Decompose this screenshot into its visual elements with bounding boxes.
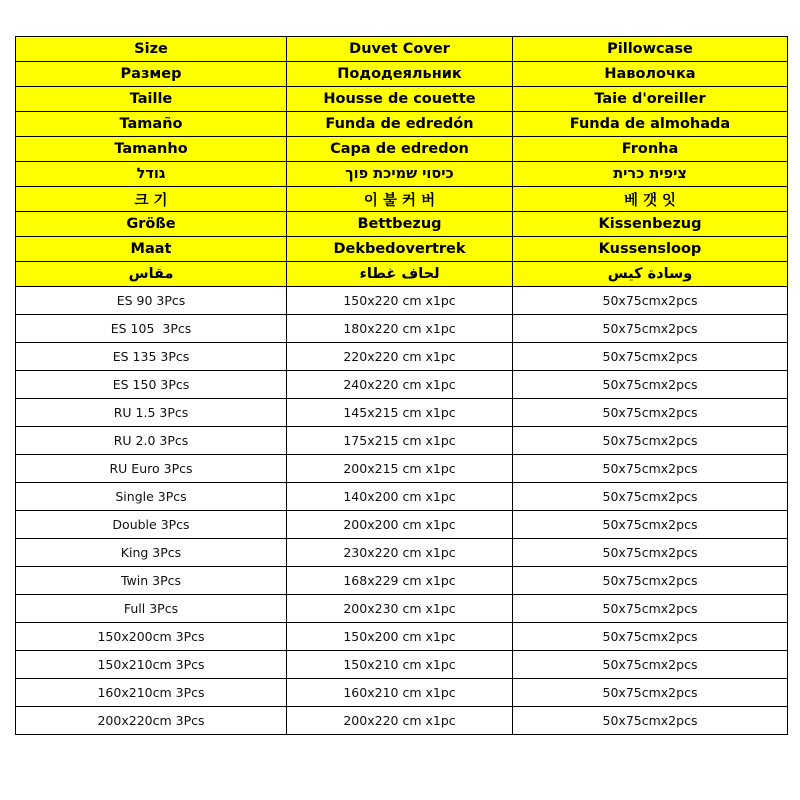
header-cell-size: Size bbox=[16, 37, 287, 62]
pillowcase-cell: 50x75cmx2pcs bbox=[513, 427, 788, 455]
header-cell-duvet-cover: Capa de edredon bbox=[287, 137, 513, 162]
duvet-cover-cell: 240x220 cm x1pc bbox=[287, 371, 513, 399]
header-cell-duvet-cover: 이 불 커 버 bbox=[287, 187, 513, 212]
size-cell: RU 1.5 3Pcs bbox=[16, 399, 287, 427]
pillowcase-cell: 50x75cmx2pcs bbox=[513, 679, 788, 707]
size-cell: Twin 3Pcs bbox=[16, 567, 287, 595]
header-cell-pillowcase: Наволочка bbox=[513, 62, 788, 87]
header-cell-size: 크 기 bbox=[16, 187, 287, 212]
header-row bbox=[16, 262, 788, 287]
table-row bbox=[16, 595, 788, 623]
size-cell: ES 150 3Pcs bbox=[16, 371, 287, 399]
header-row bbox=[16, 162, 788, 187]
table-row bbox=[16, 287, 788, 315]
header-row bbox=[16, 87, 788, 112]
pillowcase-cell: 50x75cmx2pcs bbox=[513, 315, 788, 343]
size-cell: King 3Pcs bbox=[16, 539, 287, 567]
header-row bbox=[16, 37, 788, 62]
size-chart-body bbox=[16, 37, 788, 735]
header-cell-duvet-cover: لحاف غطاء bbox=[287, 262, 513, 287]
header-row bbox=[16, 237, 788, 262]
header-cell-size: Tamanho bbox=[16, 137, 287, 162]
header-cell-size: Größe bbox=[16, 212, 287, 237]
header-cell-pillowcase: ציפית כרית bbox=[513, 162, 788, 187]
size-cell: ES 105 3Pcs bbox=[16, 315, 287, 343]
table-row bbox=[16, 623, 788, 651]
header-cell-pillowcase: Funda de almohada bbox=[513, 112, 788, 137]
header-cell-duvet-cover: Bettbezug bbox=[287, 212, 513, 237]
header-cell-pillowcase: Taie d'oreiller bbox=[513, 87, 788, 112]
header-row bbox=[16, 187, 788, 212]
header-cell-duvet-cover: Duvet Cover bbox=[287, 37, 513, 62]
header-cell-size: Taille bbox=[16, 87, 287, 112]
header-row bbox=[16, 112, 788, 137]
pillowcase-cell: 50x75cmx2pcs bbox=[513, 707, 788, 735]
header-cell-size: Размер bbox=[16, 62, 287, 87]
pillowcase-cell: 50x75cmx2pcs bbox=[513, 483, 788, 511]
size-cell: Single 3Pcs bbox=[16, 483, 287, 511]
header-cell-duvet-cover: Пододеяльник bbox=[287, 62, 513, 87]
header-cell-pillowcase: Pillowcase bbox=[513, 37, 788, 62]
pillowcase-cell: 50x75cmx2pcs bbox=[513, 343, 788, 371]
duvet-cover-cell: 220x220 cm x1pc bbox=[287, 343, 513, 371]
table-row bbox=[16, 707, 788, 735]
pillowcase-cell: 50x75cmx2pcs bbox=[513, 455, 788, 483]
header-row bbox=[16, 212, 788, 237]
header-cell-size: Tamaño bbox=[16, 112, 287, 137]
pillowcase-cell: 50x75cmx2pcs bbox=[513, 511, 788, 539]
header-cell-size: גודל bbox=[16, 162, 287, 187]
table-row bbox=[16, 455, 788, 483]
table-row bbox=[16, 511, 788, 539]
duvet-cover-cell: 145x215 cm x1pc bbox=[287, 399, 513, 427]
table-row bbox=[16, 315, 788, 343]
duvet-cover-cell: 150x200 cm x1pc bbox=[287, 623, 513, 651]
duvet-cover-cell: 150x210 cm x1pc bbox=[287, 651, 513, 679]
duvet-cover-cell: 160x210 cm x1pc bbox=[287, 679, 513, 707]
size-cell: Full 3Pcs bbox=[16, 595, 287, 623]
pillowcase-cell: 50x75cmx2pcs bbox=[513, 623, 788, 651]
table-row bbox=[16, 567, 788, 595]
pillowcase-cell: 50x75cmx2pcs bbox=[513, 539, 788, 567]
table-row bbox=[16, 651, 788, 679]
pillowcase-cell: 50x75cmx2pcs bbox=[513, 399, 788, 427]
duvet-cover-cell: 200x215 cm x1pc bbox=[287, 455, 513, 483]
duvet-cover-cell: 175x215 cm x1pc bbox=[287, 427, 513, 455]
size-cell: ES 90 3Pcs bbox=[16, 287, 287, 315]
pillowcase-cell: 50x75cmx2pcs bbox=[513, 371, 788, 399]
size-cell: 150x210cm 3Pcs bbox=[16, 651, 287, 679]
header-cell-duvet-cover: Dekbedovertrek bbox=[287, 237, 513, 262]
size-cell: RU Euro 3Pcs bbox=[16, 455, 287, 483]
header-cell-duvet-cover: Housse de couette bbox=[287, 87, 513, 112]
size-cell: RU 2.0 3Pcs bbox=[16, 427, 287, 455]
header-cell-duvet-cover: כיסוי שמיכת פוך bbox=[287, 162, 513, 187]
table-row bbox=[16, 539, 788, 567]
header-cell-pillowcase: 베 갯 잇 bbox=[513, 187, 788, 212]
pillowcase-cell: 50x75cmx2pcs bbox=[513, 567, 788, 595]
header-cell-pillowcase: Fronha bbox=[513, 137, 788, 162]
duvet-cover-cell: 200x220 cm x1pc bbox=[287, 707, 513, 735]
table-row bbox=[16, 679, 788, 707]
header-cell-pillowcase: Kussensloop bbox=[513, 237, 788, 262]
table-row bbox=[16, 483, 788, 511]
size-chart-table bbox=[15, 36, 788, 735]
pillowcase-cell: 50x75cmx2pcs bbox=[513, 287, 788, 315]
pillowcase-cell: 50x75cmx2pcs bbox=[513, 651, 788, 679]
table-row bbox=[16, 399, 788, 427]
size-cell: 200x220cm 3Pcs bbox=[16, 707, 287, 735]
pillowcase-cell: 50x75cmx2pcs bbox=[513, 595, 788, 623]
header-row bbox=[16, 62, 788, 87]
table-row bbox=[16, 371, 788, 399]
table-row bbox=[16, 343, 788, 371]
duvet-cover-cell: 230x220 cm x1pc bbox=[287, 539, 513, 567]
header-cell-size: Maat bbox=[16, 237, 287, 262]
header-row bbox=[16, 137, 788, 162]
duvet-cover-cell: 180x220 cm x1pc bbox=[287, 315, 513, 343]
header-cell-duvet-cover: Funda de edredón bbox=[287, 112, 513, 137]
size-cell: ES 135 3Pcs bbox=[16, 343, 287, 371]
header-cell-pillowcase: Kissenbezug bbox=[513, 212, 788, 237]
size-cell: Double 3Pcs bbox=[16, 511, 287, 539]
duvet-cover-cell: 200x230 cm x1pc bbox=[287, 595, 513, 623]
size-cell: 150x200cm 3Pcs bbox=[16, 623, 287, 651]
duvet-cover-cell: 200x200 cm x1pc bbox=[287, 511, 513, 539]
duvet-cover-cell: 140x200 cm x1pc bbox=[287, 483, 513, 511]
size-cell: 160x210cm 3Pcs bbox=[16, 679, 287, 707]
header-cell-pillowcase: وسادة كيس bbox=[513, 262, 788, 287]
table-row bbox=[16, 427, 788, 455]
duvet-cover-cell: 150x220 cm x1pc bbox=[287, 287, 513, 315]
duvet-cover-cell: 168x229 cm x1pc bbox=[287, 567, 513, 595]
header-cell-size: مقاس bbox=[16, 262, 287, 287]
